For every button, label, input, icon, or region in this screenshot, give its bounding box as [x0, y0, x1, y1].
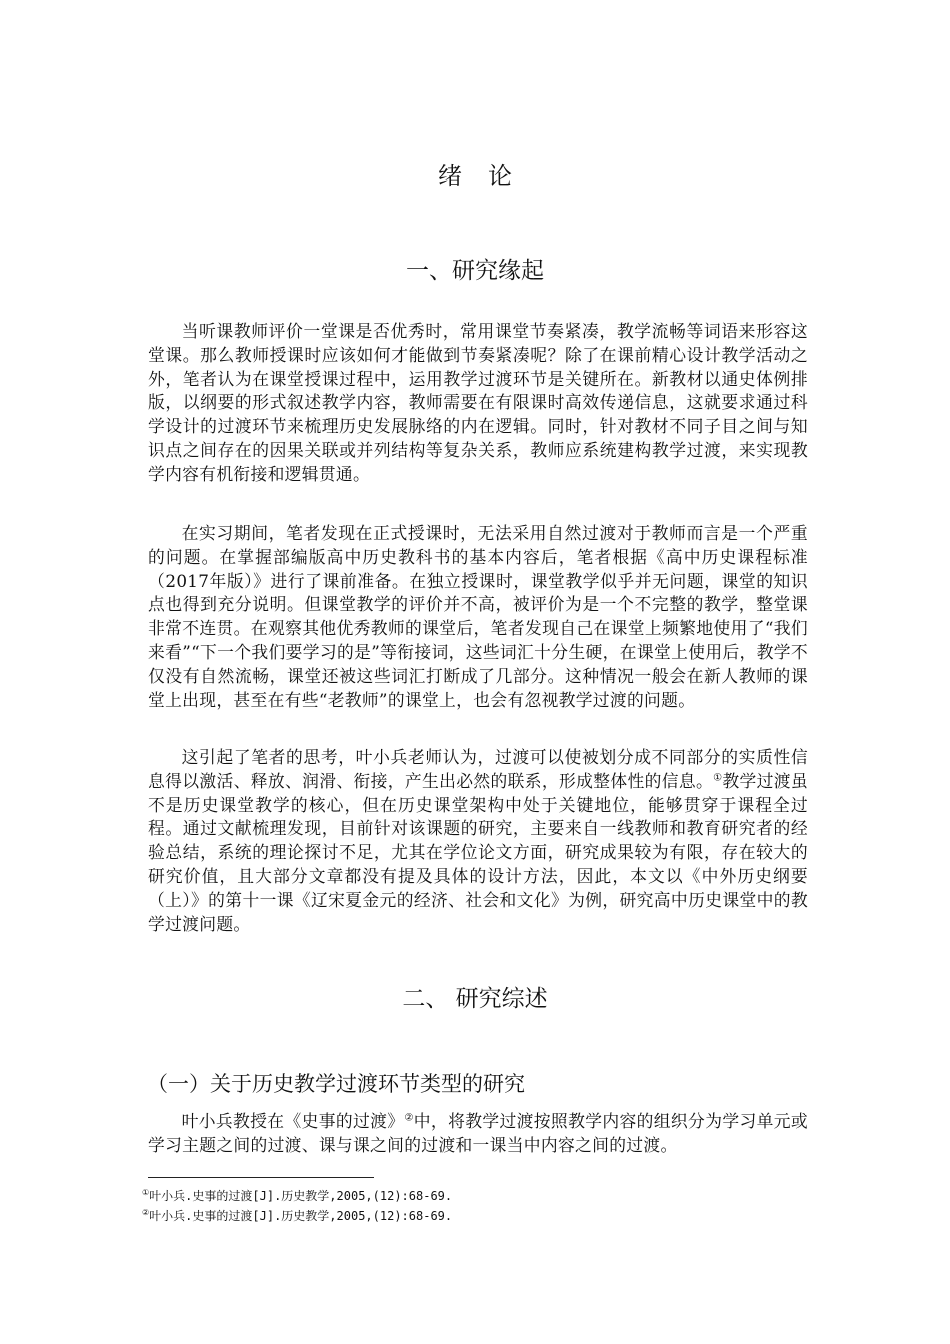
paragraph-3-text-before: 这引起了笔者的思考，叶小兵老师认为，过渡可以使被划分成不同部分的实质性信息得以激活、释放、润滑、衔接，产生出必然的联系，形成整体性的信息。	[148, 747, 808, 791]
footnote-2	[142, 1206, 452, 1226]
footnote-1-text: 叶小兵.史事的过渡[J].历史教学,2005,(12):68-69.	[149, 1189, 453, 1203]
paragraph-4-text-before: 叶小兵教授在《史事的过渡》	[181, 1111, 405, 1131]
page-title: 绪论	[438, 162, 538, 190]
section-heading-research-origin: 一、研究缘起	[406, 258, 544, 284]
paragraph-3-text-after: 教学过渡虽不是历史课堂教学的核心，但在历史课堂架构中处于关键地位，能够贯穿于课程全过程。通过文献梳理发现，目前针对该课题的研究，主要来自一线教师和教育研究者的经验总结，系统的理论探讨不足，尤其在学位论文方面，研究成果较为有限，存在较大的研究价值，且大部分文章都没有提及具体的设计方法，因此，本文以《中外历史纲要（上）》的第十一课《辽宋夏金元的经济、社会和文化》为例，研究高中历史课堂中的教学过渡问题。	[148, 770, 808, 934]
footnote-1-mark: ①	[142, 1188, 150, 1197]
footnote-2-text: 叶小兵.史事的过渡[J].历史教学,2005,(12):68-69.	[149, 1209, 453, 1223]
footnotes	[142, 1186, 452, 1226]
footnote-2-mark: ②	[142, 1208, 150, 1217]
paragraph-3	[148, 746, 808, 936]
paragraph-4	[148, 1110, 808, 1158]
footnote-divider	[148, 1177, 374, 1178]
footnote-1	[142, 1186, 452, 1206]
section-heading-literature-review: 二、 研究综述	[402, 986, 548, 1012]
footnote-ref-2[interactable]: ②	[404, 1112, 414, 1124]
paragraph-1: 当听课教师评价一堂课是否优秀时，常用课堂节奏紧凑，教学流畅等词语来形容这堂课。那么教师授课时应该如何才能做到节奏紧凑呢？除了在课前精心设计教学活动之外，笔者认为在课堂授课过程中，运用教学过渡环节是关键所在。新教材以通史体例排版，以纲要的形式叙述教学内容，教师需要在有限课时高效传递信息，这就要求通过科学设计的过渡环节来梳理历史发展脉络的内在逻辑。同时，针对教材不同子目之间与知识点之间存在的因果关联或并列结构等复杂关系，教师应系统建构教学过渡，来实现教学内容有机衔接和逻辑贯通。	[148, 321, 808, 484]
paragraph-2: 在实习期间，笔者发现在正式授课时，无法采用自然过渡对于教师而言是一个严重的问题。在掌握部编版高中历史教科书的基本内容后，笔者根据《高中历史课程标准（2017年版）》进行了课前准备。在独立授课时，课堂教学似乎并无问题，课堂的知识点也得到充分说明。但课堂教学的评价并不高，被评价为是一个不完整的教学，整堂课非常不连贯。在观察其他优秀教师的课堂后，笔者发现自己在课堂上频繁地使用了“我们来看”“下一个我们要学习的是”等衔接词，这些词汇十分生硬，在课堂上使用后，教学不仅没有自然流畅，课堂还被这些词汇打断成了几部分。这种情况一般会在新人教师的课堂上出现，甚至在有些“老教师”的课堂上，也会有忽视教学过渡的问题。	[148, 523, 808, 710]
subsection-heading-transition-types: （一）关于历史教学过渡环节类型的研究	[147, 1072, 525, 1096]
footnote-ref-1[interactable]: ①	[713, 772, 723, 784]
paragraph-4-text-after: 中，将教学过渡按照教学内容的组织分为学习单元或学习主题之间的过渡、课与课之间的过渡和一课当中内容之间的过渡。	[148, 1111, 808, 1155]
